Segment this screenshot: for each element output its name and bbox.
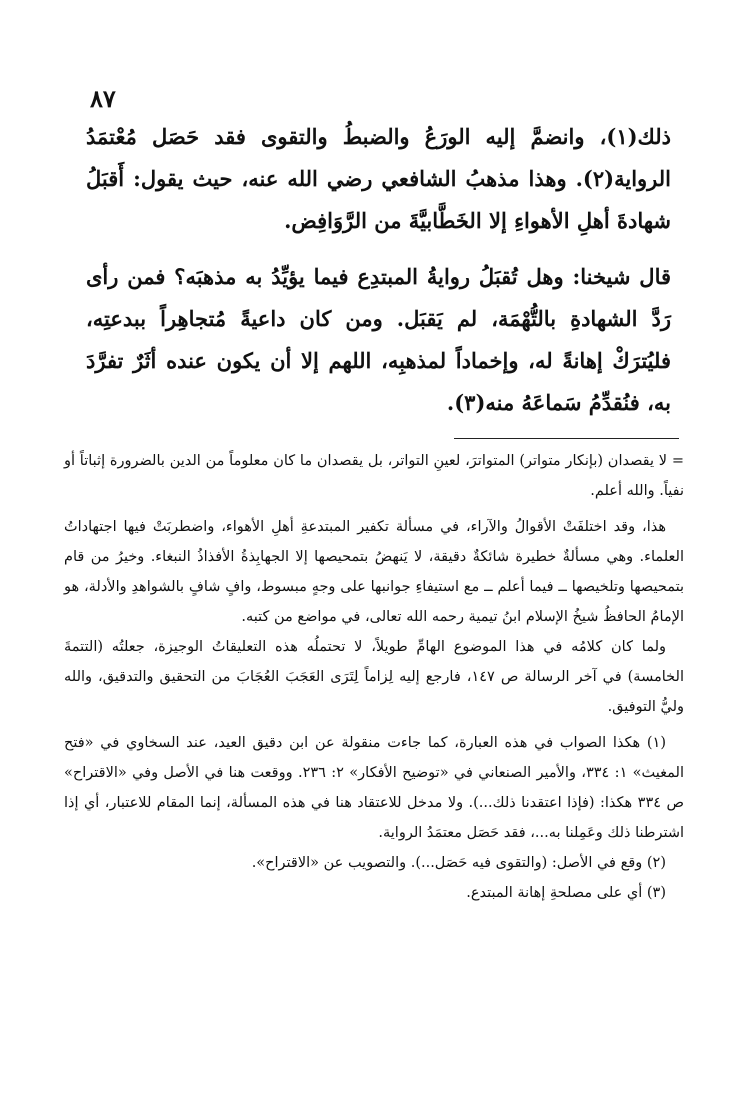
main-text xyxy=(86,116,671,424)
footnote-1: (١) هكذا الصواب في هذه العبارة، كما جاءت منقولة عن ابن دقيق العيد، عند السخاوي في «فتح المغيث» ١: ٣٣٤، والأمير الصنعاني في «توضيح الأفكار» ٢: ٢٣٦. ووقعت هنا في الأصل وفي «الاقتراح» ص ٣٣٤ هكذا: (فإذا اعتقدنا ذلك...). ولا مدخل للاعتقاد هنا في هذه المسألة، إنما المقام للاعتبار، أي إذا اشترطنا ذلك وعَمِلنا به...، فقد حَصَل معتمَدُ الرواية. xyxy=(64,735,685,841)
main-paragraph: قال شيخنا: وهل تُقبَلُ روايةُ المبتدِع فيما يؤيِّدُ به مذهبَه؟ فمن رأى رَدَّ الشهادةِ بالتُّهْمَة، لم يَقبَل. ومن كان داعيةً مُتجاهِراً ببدعتِه، فليُترَكْ إهانةً له، وإخماداً لمذهبِه، اللهم إلا أن يكون عنده أثَرٌ تفرَّدَ به، فنُقدِّمُ سَماعَهُ منه(٣). xyxy=(86,264,671,415)
footnote-separator xyxy=(454,438,679,439)
footnote-2: (٢) وقع في الأصل: (والتقوى فيه حَصَل...). والتصويب عن «الاقتراح». xyxy=(251,855,666,871)
footnote-paragraph: هذا، وقد اختلفَتْ الأقوالُ والآراء، في مسألة تكفير المبتدعةِ أهلِ الأهواء، واضطربَتْ فيها اجتهاداتُ العلماء. وهي مسألةٌ خطيرة شائكةٌ دقيقة، لا يَنهضُ بتمحيصها إلا الجهابِذةُ الأفذاذُ النبغاء. وخيرُ من قام بتمحيصها وتلخيصها ــ فيما أعلم ــ مع استيفاءِ جوانبها على وجهٍ مبسوط، وافٍ شافٍ بالشواهدِ والأدلة، هو الإمامُ الحافظُ شيخُ الإسلام ابنُ تيمية رحمه الله تعالى، في مواضع من كتبه. xyxy=(64,519,684,625)
footnote-continuation: = لا يقصدان (بإنكار متواتر) المتواترَ، لعينِ التواتر، بل يقصدان ما كان معلوماً من الدين بالضرورة إثباتاً أو نفياً. والله أعلم. xyxy=(64,453,684,499)
main-paragraph: ذلك(١)، وانضمَّ إليه الورَعُ والضبطُ والتقوى فقد حَصَل مُعْتمَدُ الرواية(٢). وهذا مذهبُ الشافعي رضي الله عنه، حيث يقول: أَقبَلُ شهادةَ أهلِ الأهواءِ إلا الخَطَّابيَّةَ من الرَّوَافِض. xyxy=(86,124,671,233)
footnotes-section xyxy=(64,446,684,908)
page-number: ٨٧ xyxy=(90,84,116,113)
footnote-paragraph: ولما كان كلامُه في هذا الموضوع الهامِّ طويلاً، لا تحتملُه هذه التعليقاتُ الوجيزة، جعلتُه (التتمةَ الخامسة) في آخر الرسالة ص ١٤٧، فارجع إليه لِزاماً لِتَرَى العَجَبَ العُجَابَ من التحقيق والتدقيق، والله وليُّ التوفيق. xyxy=(64,639,684,715)
footnote-3: (٣) أي على مصلحةِ إهانة المبتدع. xyxy=(466,885,666,901)
